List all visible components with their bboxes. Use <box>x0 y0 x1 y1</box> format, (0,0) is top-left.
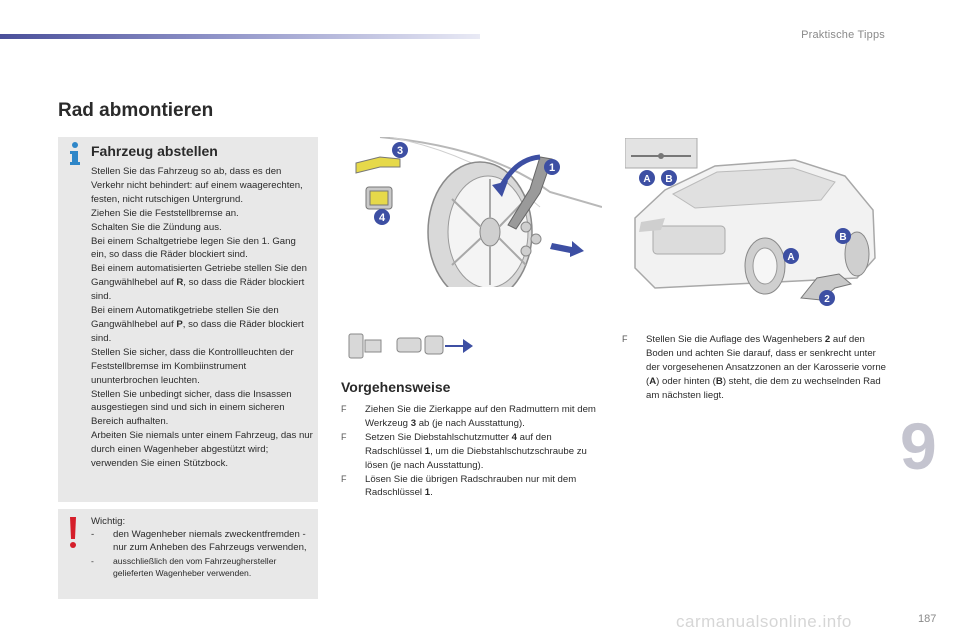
warning-text <box>91 515 316 579</box>
warning-item: - den Wagenheber niemals zweckentfremden - nur zum Anheben des Fahrzeugs verwenden, <box>91 529 307 554</box>
info-box-text <box>91 165 313 471</box>
callout-b-top <box>661 170 677 186</box>
tool-strip-illustration <box>345 328 475 364</box>
svg-text:2: 2 <box>824 294 830 305</box>
svg-text:A: A <box>787 252 795 263</box>
chapter-number: 9 <box>900 409 937 483</box>
info-paragraph: Bei einem Schaltgetriebe legen Sie den 1. Gang ein, so dass die Räder blockiert sind. <box>91 235 296 261</box>
info-paragraph: Ziehen Sie die Feststellbremse an. <box>91 207 239 219</box>
page-title: Rad abmontieren <box>58 100 214 121</box>
info-paragraph: Stellen Sie unbedingt sicher, dass die Insassen ausgestiegen sind und sich in einem sicheren Bereich aufhalten. <box>91 388 292 428</box>
header-bar <box>0 34 480 39</box>
warning-icon <box>67 515 79 551</box>
info-paragraph: Stellen Sie das Fahrzeug so ab, dass es den Verkehr nicht behindert: auf einem waagerechten, festen, nicht rutschigen Untergrund. <box>91 166 303 205</box>
callout-b <box>835 228 851 244</box>
info-icon <box>66 141 84 167</box>
callout-a <box>783 248 799 264</box>
info-paragraph: Stellen Sie sicher, dass die Kontrollleuchten der Feststellbremse im Kombiinstrument ununterbrochen leuchten. <box>91 346 294 386</box>
callout-4 <box>374 209 390 225</box>
callout-a-top <box>639 170 655 186</box>
procedure-title: Vorgehensweise <box>341 379 451 395</box>
info-paragraph: Bei einem Automatikgetriebe stellen Sie den Gangwählhebel auf P, so dass die Räder blockiert sind. <box>91 305 304 344</box>
section-label: Praktische Tipps <box>801 29 885 41</box>
callout-1 <box>544 159 560 175</box>
info-box-title: Fahrzeug abstellen <box>91 143 218 159</box>
info-box <box>58 137 318 502</box>
svg-text:A: A <box>643 174 651 185</box>
warning-item: - ausschließlich den vom Fahrzeughersteller gelieferten Wagenheber verwenden. <box>91 555 277 578</box>
page-number: 187 <box>918 613 937 625</box>
bullet-icon: F <box>622 334 628 344</box>
callout-3 <box>392 142 408 158</box>
procedure-steps <box>341 403 606 500</box>
svg-text:3: 3 <box>396 145 404 157</box>
svg-text:4: 4 <box>378 212 386 224</box>
watermark: carmanualsonline.info <box>676 612 852 631</box>
info-paragraph: Bei einem automatisierten Getriebe stellen Sie den Gangwählhebel auf R, so dass die Räder blockiert sind. <box>91 263 307 303</box>
warning-box <box>58 509 318 599</box>
warning-label: Wichtig: <box>91 516 126 527</box>
procedure-step: F Lösen Sie die übrigen Radschrauben nur mit dem Radschlüssel 1. <box>341 473 577 499</box>
procedure-step: F Stellen Sie die Auflage des Wagenhebers 2 auf den Boden und achten Sie darauf, dass er senkrecht unter der vorgesehenen Ansatzzonen an der Karosserie vorne (A) oder hinten (B) steht, die dem zu wechselnden Rad am nächsten liegt. <box>622 334 886 401</box>
svg-text:B: B <box>839 232 847 243</box>
wheel-illustration <box>340 137 602 287</box>
info-paragraph: Arbeiten Sie niemals unter einem Fahrzeug, das nur durch einen Wagenheber abgestützt wird; verwenden Sie einen Stützbock. <box>91 430 313 470</box>
bullet-icon: F <box>341 473 347 484</box>
procedure-step: F Ziehen Sie die Zierkappe auf den Radmuttern mit dem Werkzeug 3 ab (je nach Ausstattung). <box>341 404 596 429</box>
procedure-steps-right <box>622 333 887 403</box>
info-paragraph: Schalten Sie die Zündung aus. <box>91 221 222 233</box>
car-illustration <box>625 138 881 312</box>
procedure-step: F Setzen Sie Diebstahlschutzmutter 4 auf den Radschlüssel 1, um die Diebstahlschutzschraube zu lösen (je nach Ausstattung). <box>341 431 587 471</box>
bullet-icon: F <box>341 404 347 414</box>
svg-text:1: 1 <box>548 162 556 174</box>
svg-text:B: B <box>665 174 673 185</box>
bullet-icon: F <box>341 431 347 442</box>
callout-2 <box>819 290 835 306</box>
